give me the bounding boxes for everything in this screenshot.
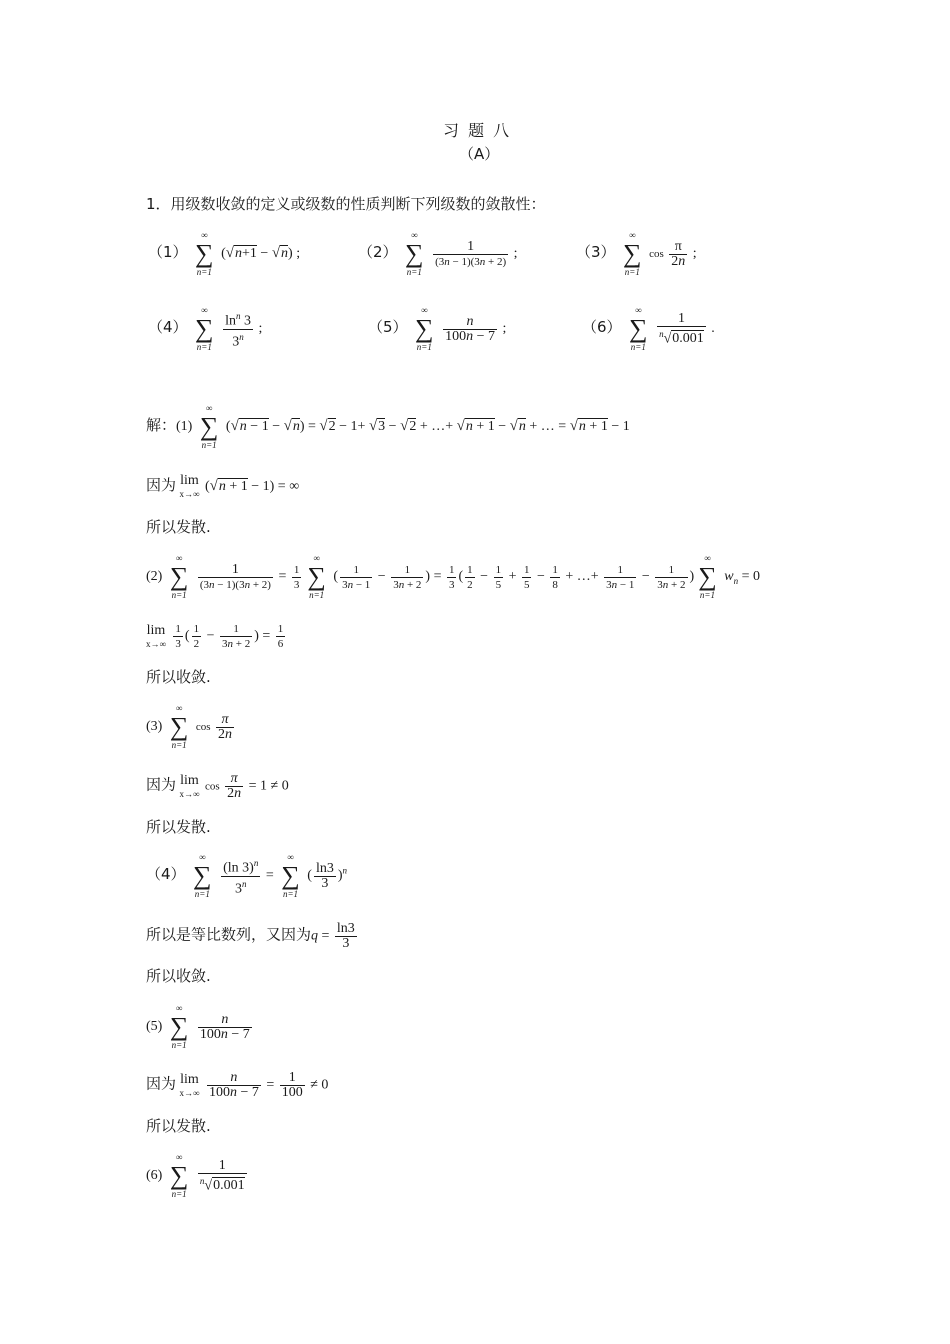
exercise-5: （5） ∞ ∑ n=1 $\frac{n}{100n - 7}$ ; — [368, 305, 507, 352]
limit-2: lim x→∞ $\frac{1}{3}$ ( $\frac{1}{2}$ − $\frac{1}{3n + 2}$ ) = $\frac{1}{6}$ — [146, 623, 284, 650]
term-1: (√n+1 − √n) ; — [221, 245, 301, 262]
sum-symbol: ∞ ∑ n=1 — [415, 305, 434, 352]
question-text: 1．用级数收敛的定义或级数的性质判断下列级数的敛散性： — [146, 195, 546, 213]
exercise-label: （5） — [368, 318, 408, 337]
exercise-label: （2） — [358, 243, 398, 262]
sum-symbol: ∞ ∑ n=1 — [405, 230, 424, 277]
solution-6: (6) ∞ ∑ n=1 $\frac{1}{^n√0.001}$ — [146, 1152, 245, 1199]
conclusion-4: 所以收敛. — [146, 967, 211, 985]
term-4: $\frac{\ln^n 3}{3^n}$ — [225, 310, 251, 350]
solution-3: (3) ∞ ∑ n=1 cos $\frac{\pi}{2n}$ — [146, 703, 233, 750]
exercise-2: （2） ∞ ∑ n=1 $\frac{1}{(3n - 1)(3n + 2)}$ ; — [358, 230, 518, 277]
conclusion-2: 所以收敛. — [146, 668, 211, 686]
page-title: 习 题 八 — [443, 121, 512, 140]
sum-symbol: ∞ ∑ n=1 — [195, 230, 214, 277]
term-2: $\frac{1}{(3n - 1)(3n + 2)}$ — [435, 238, 507, 268]
exercise-4: （4） ∞ ∑ n=1 $\frac{\ln^n 3}{3^n}$ ; — [148, 305, 263, 352]
exercise-label: （4） — [148, 318, 188, 337]
solution-2: (2) ∞ ∑ n=1 $\frac{1}{(3n - 1)(3n + 2)}$ = $\frac{1}{3}$ ∞ ∑ n=1 ( $\frac{1}{3n - 1}$ − $\frac{1}{3n + 2}$ ) = $\frac{1}{3}$ ( $\frac{1}{2}$ − $\frac{1}{5}$ + $\frac{1}{5}$ − $\frac{1}{8}$ + …+ $\frac{1}{3n - 1}$ − $\frac{1}{3n + 2}$ ) ∞ ∑ n=1 $w_n = 0$ — [146, 553, 760, 600]
conclusion-3: 所以发散. — [146, 818, 211, 836]
solution-1: 解：(1) ∞ ∑ n=1 (√n − 1 − √n) = √2 − 1+ √3 − √2 + …+ √n + 1 − √n + … = √n + 1 − 1 — [146, 403, 630, 450]
solution-5: (5) ∞ ∑ n=1 $\frac{n}{100n - 7}$ — [146, 1003, 250, 1050]
exercise-label: （1） — [148, 243, 188, 262]
section-label: （A） — [459, 145, 500, 163]
because-3: 因为 lim x→∞ cos $\frac{\pi}{2n}$ = 1 ≠ 0 — [146, 771, 289, 801]
conclusion-5: 所以发散. — [146, 1117, 211, 1135]
sum-symbol: ∞ ∑ n=1 — [623, 230, 642, 277]
because-1: 因为 lim x→∞ (√n + 1 − 1) = ∞ — [146, 473, 300, 500]
term-3: cos — [649, 248, 664, 261]
exercise-label: （6） — [582, 318, 622, 337]
sum-symbol: ∞ ∑ n=1 — [629, 305, 648, 352]
conclusion-1: 所以发散. — [146, 518, 211, 536]
geometric-note: 所以是等比数列，又因为q = $\frac{\ln 3}{3}$ — [146, 921, 355, 951]
exercise-label: （3） — [576, 243, 616, 262]
sum-symbol: ∞ ∑ n=1 — [195, 305, 214, 352]
exercise-1 — [148, 230, 300, 278]
exercise-3: （3） ∞ ∑ n=1 cos $\frac{\pi}{2n}$ ; — [576, 230, 697, 277]
term-6: $\frac{1}{^n√0.001}$ — [659, 310, 704, 347]
exercise-6: （6） ∞ ∑ n=1 $\frac{1}{^n√0.001}$ . — [582, 305, 715, 352]
solution-4: （4） ∞ ∑ n=1 $\frac{(\ln 3)^n}{3^n}$ = ∞ ∑ n=1 ( $\frac{\ln 3}{3}$ )$^n$ — [146, 852, 347, 899]
term-5: $\frac{n}{100n - 7}$ — [445, 313, 495, 344]
because-5: 因为 lim x→∞ $\frac{n}{100n - 7}$ = $\frac{1}{100}$ ≠ 0 — [146, 1070, 329, 1100]
